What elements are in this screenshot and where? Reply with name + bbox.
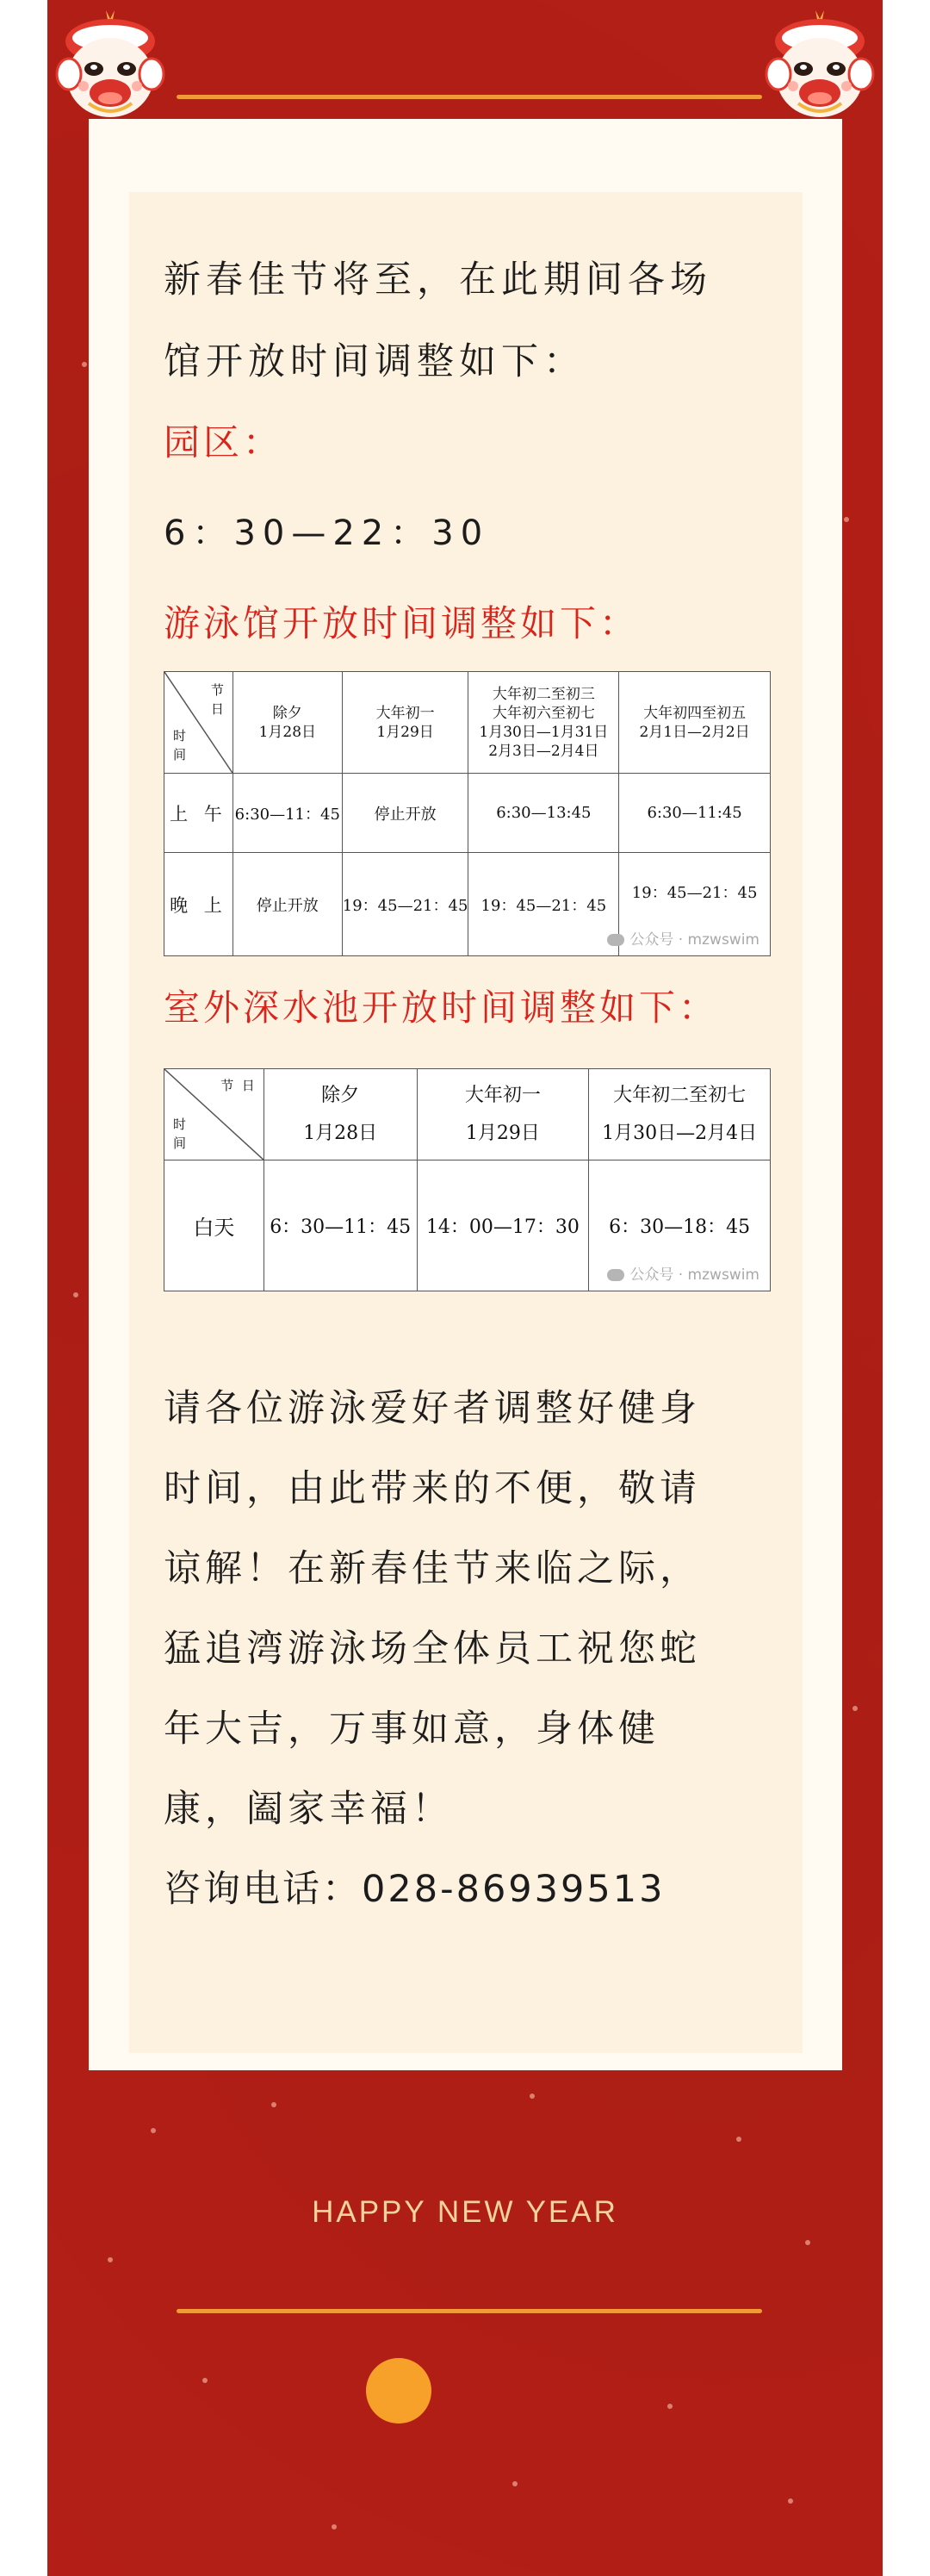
table-cell: 停止开放 [342,774,468,853]
watermark-text: 公众号 · mzwswim [629,931,760,949]
corner-label: 间 [173,1136,187,1151]
corner-label: 节 [220,1078,234,1093]
column-header-line: 1月30日—2月4日 [602,1122,758,1144]
decor-speck [805,2240,810,2245]
table-cell [619,853,771,956]
table-cell-text: 19：45—21：45 [631,883,758,902]
bottom-divider-line [177,2309,762,2313]
column-header-line: 除夕 [321,1084,360,1106]
watermark [607,1262,760,1284]
decor-speck [530,2094,535,2099]
poster-background [47,0,883,2576]
decor-speck [108,2257,113,2262]
row-label: 上 午 [164,774,233,853]
column-header [589,1069,771,1160]
column-header [468,672,619,774]
pool-schedule-table [164,671,771,956]
deep-pool-heading: 室外深水池开放时间调整如下： [164,986,719,1029]
decor-speck [788,2498,793,2504]
closing-line: 康，阖家幸福！ [164,1788,453,1831]
decor-speck [667,2404,673,2409]
garden-hours: 6：30—22：30 [164,513,490,553]
decor-speck [332,2524,337,2529]
column-header-line: 除夕 [272,704,302,722]
table-header-row [164,672,771,774]
table-corner-cell [164,672,233,774]
table-row [164,853,771,956]
column-header-line: 大年初二至初七 [613,1084,747,1106]
column-header-line: 大年初六至初七 [492,704,595,722]
corner-label: 间 [173,747,187,762]
top-divider-line [177,95,762,99]
table-cell: 6:30—11:45 [619,774,771,853]
closing-line: 时间，由此带来的不便，敬请 [164,1467,701,1510]
lion-dance-mascot-icon [54,7,166,123]
closing-line: 谅解！在新春佳节来临之际， [164,1547,701,1590]
column-header-line: 1月29日 [376,723,434,741]
intro-line: 新春佳节将至，在此期间各场 [164,258,712,302]
announcement-content [164,240,771,1930]
column-header-line: 大年初一 [375,704,435,722]
column-header [342,672,468,774]
happy-new-year-text: HAPPY NEW YEAR [312,2195,618,2229]
wechat-icon [607,1269,624,1281]
corner-label: 节 [210,682,224,698]
decor-speck [512,2481,518,2486]
column-header [232,672,342,774]
corner-label: 日 [210,701,224,717]
row-label: 白天 [164,1160,264,1291]
table-row [164,774,771,853]
corner-label: 时 [173,728,187,744]
column-header [619,672,771,774]
table-corner-cell [164,1069,264,1160]
decor-speck [736,2137,741,2142]
column-header-line: 1月28日 [258,723,317,741]
column-header-line: 2月3日—2月4日 [488,742,599,760]
corner-label: 日 [241,1078,255,1093]
column-header-line: 1月28日 [303,1122,378,1144]
column-header-line: 大年初一 [464,1084,541,1106]
column-header-line: 2月1日—2月2日 [639,723,750,741]
column-header [417,1069,589,1160]
deep-pool-schedule-table [164,1068,771,1291]
table-cell: 6:30—11：45 [232,774,342,853]
column-header-line: 1月29日 [465,1122,540,1144]
intro-paragraph [164,240,771,403]
decor-speck [82,362,87,367]
table-header-row [164,1069,771,1160]
garden-heading: 园区： [164,421,283,464]
table-cell-text: 6：30—18：45 [609,1216,751,1238]
table-cell: 19：45—21：45 [468,853,619,956]
column-header-line: 大年初二至初三 [492,685,595,703]
column-header [264,1069,417,1160]
closing-line: 年大吉，万事如意，身体健 [164,1708,660,1751]
decor-speck [852,1706,858,1711]
pool-heading: 游泳馆开放时间调整如下： [164,602,640,644]
column-header-line: 1月30日—1月31日 [479,723,609,741]
table-cell: 19：45—21：45 [342,853,468,956]
decor-speck [844,517,849,522]
content-panel [129,192,803,2053]
row-label: 晚 上 [164,853,233,956]
content-frame [89,119,842,2070]
closing-line: 请各位游泳爱好者调整好健身 [164,1387,701,1430]
closing-paragraph [164,1369,771,1850]
closing-line: 猛追湾游泳场全体员工祝您蛇 [164,1627,701,1671]
table-cell: 14：00—17：30 [417,1160,589,1291]
table-cell [589,1160,771,1291]
orange-circle-decoration [366,2358,431,2424]
decor-speck [151,2128,156,2133]
column-header-line: 大年初四至初五 [643,704,747,722]
decor-speck [271,2102,276,2107]
wechat-icon [607,934,624,946]
decor-speck [73,1292,78,1297]
table-cell: 6:30—13:45 [468,774,619,853]
decor-speck [202,2378,208,2383]
table-cell: 6：30—11：45 [264,1160,417,1291]
table-row [164,1160,771,1291]
watermark-text: 公众号 · mzwswim [629,1266,760,1284]
lion-dance-mascot-icon [764,7,876,123]
contact-phone: 咨询电话：028-86939513 [164,1868,666,1911]
corner-label: 时 [173,1117,187,1132]
watermark [607,927,760,949]
intro-line: 馆开放时间调整如下： [164,340,586,383]
table-cell: 停止开放 [232,853,342,956]
